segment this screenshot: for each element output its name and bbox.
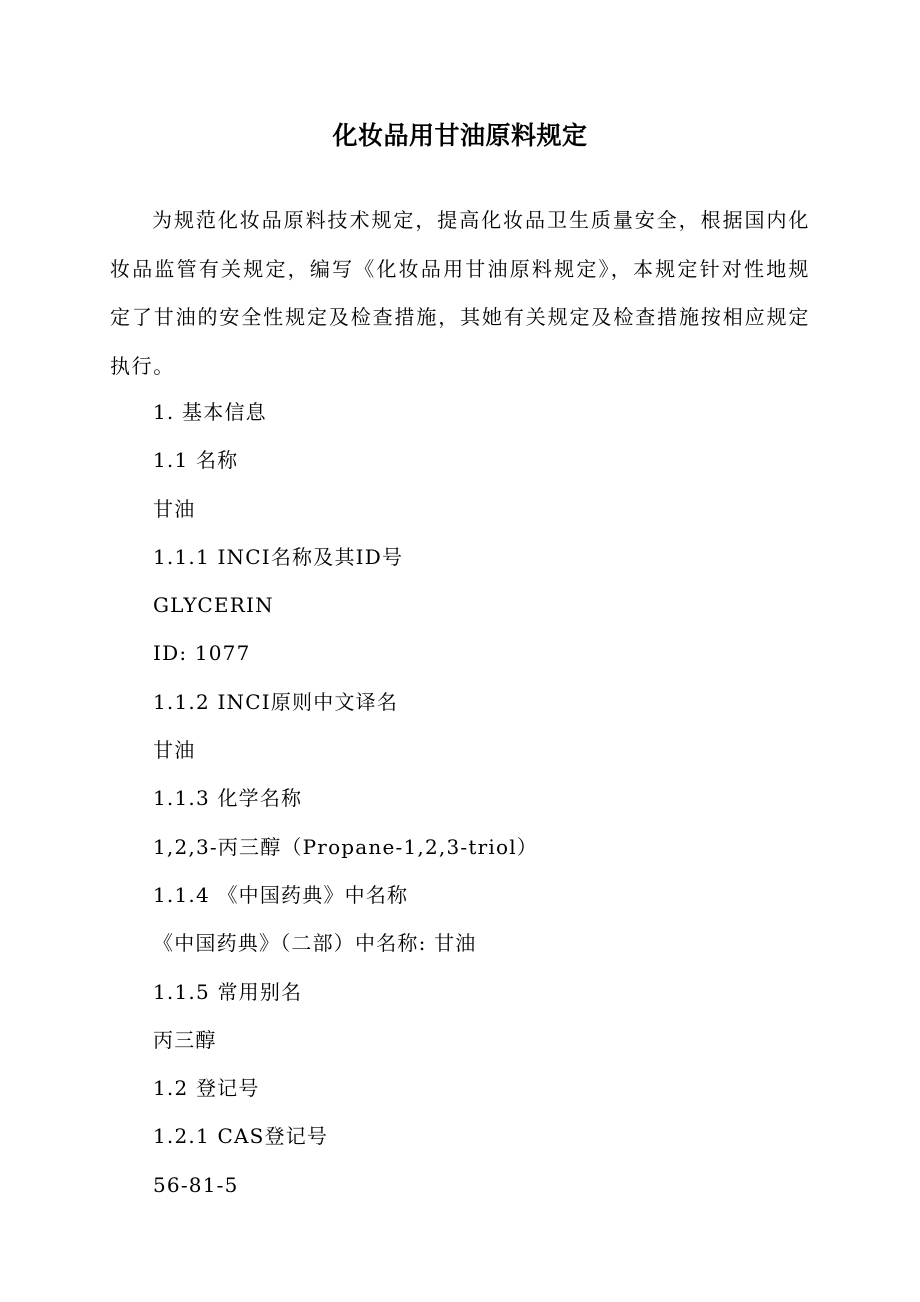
- section-heading-cas: 1.2.1 CAS登记号: [153, 1124, 329, 1149]
- section-heading-inci-chinese: 1.1.2 INCI原则中文译名: [153, 689, 399, 714]
- section-heading-name: 1.1 名称: [153, 448, 239, 473]
- section-heading-basic-info: 1. 基本信息: [153, 400, 267, 424]
- section-heading-inci-name: 1.1.1 INCI名称及其ID号: [153, 544, 404, 569]
- inci-chinese-value: 甘油: [153, 738, 196, 763]
- inci-name-value: GLYCERIN: [153, 593, 274, 618]
- cas-number-value: 56-81-5: [153, 1172, 239, 1197]
- section-heading-chemical-name: 1.1.3 化学名称: [153, 786, 303, 811]
- section-heading-pharmacopoeia-name: 1.1.4 《中国药典》中名称: [153, 882, 409, 907]
- common-alias-value: 丙三醇: [153, 1027, 217, 1052]
- document-title: 化妆品用甘油原料规定: [332, 121, 588, 150]
- pharmacopoeia-name-value: 《中国药典》（二部）中名称: 甘油: [153, 931, 477, 956]
- inci-id-value: ID: 1077: [153, 641, 251, 666]
- section-heading-registration: 1.2 登记号: [153, 1076, 260, 1101]
- chemical-name-value: 1,2,3-丙三醇（Propane-1,2,3-triol）: [153, 834, 538, 859]
- intro-paragraph: 为规范化妆品原料技术规定，提高化妆品卫生质量安全，根据国内化妆品监管有关规定，编写《化妆品用甘油原料规定》，本规定针对性地规定了甘油的安全性规定及检查措施，其她有关规定及检查措施按相应规定执行。: [110, 208, 810, 378]
- name-value: 甘油: [153, 496, 196, 521]
- content-lines: [153, 388, 813, 1209]
- section-heading-common-alias: 1.1.5 常用别名: [153, 979, 303, 1004]
